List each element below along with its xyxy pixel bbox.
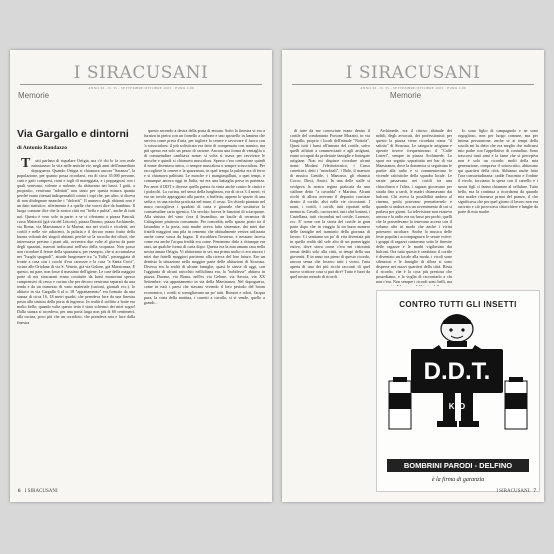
article-column-2 — [144, 128, 265, 488]
ad-slogan: CONTRO TUTTI GLI INSETTI — [399, 300, 517, 309]
left-page — [10, 50, 272, 502]
article-column-3 — [290, 128, 370, 488]
column-text: utti parlano di riqualare Ortigia, ma c'è chi lo fa con reale entusiasmo: la vita nelle antiche vie, negli anni dell'immediato dopoguerra. Quando Ortigia si chiamava ancora "Saranza", la popolazione, per quanto possa ricordarsi, era di circa 35.000 persone, cani e gatti compresi, rioni e togli di mareggiata, e i poppagnosi con i quali venivano, volente o nolente, da abitavano nei bassi. I gatti, a proposito, venivano "adottati" non tanto per questa misura quanto perché erano ritenuti indispensabili contro i topi che, per altro, si diceva di non disdegnare neanche i "dolcetti". Il numero degli abitanti non è un dato statistico: riferimento è a quelle che vorrei dire da bambino. Il luogo comune dice che la nostra città era "bella e pulita", anche di tutti noi. Questo è vero solo in parte: e se ci riferiamo a piazza Pancali, corso Matteotti (già via del Littorio), piazza Duomo, piazza Archimede, via Roma, via Maestranza e la Marina, ma nei vicoli e vicoletti, nei cortili e nelle vie adiacenti, la pulizia e il decoro erano frutto della buona volontà dei singoli abitanti perché so la raccolta dei rifiuti, che interessava persino i piani alti, avveniva due volte al giorno da parte degli spazzini, maestri indiscussi nell'uso della scopazza. Non posso non ricordare il fetore della spazzatura, per esempio, che si accumulava nei "luoghi spagnoli", attuale lungomare tra "a Tullu", passeggiata di fronte a casa con i cocchi d'era carrozze e la cosa "a Santa Croci", vicino alle Ortolane di via S. Veneto, già via Gelone, già Maestranza. E questo, mi pare, non fosse il massimo dell'igiene. Le case della maggior parte di noi siracusani erano costituite da bassi monovani spesso comprensivi di cesso e cucina che per decoro venivano separati da una tenda e da un tramezzo di vario materiale (cartoni, giornali ecc.). Io abitavo in via Gargallo 6 al n. 18 "appartamento" era formato da una stanza di circa 16, 18 metri quadri, che prendeva luce da una finestra posta alla sinistra della porta di ingresso. In realtà il soffitto a botte era molto bello; quando volte questo tetto è stato schermo dei miei sogni! Dalla stanza si accedeva, per una porta larga non più di 60 centimetri, alla cucina, poco più che un corridoio, che prendeva aria e luce dalla finestra — [17, 158, 135, 325]
folio-publication: I SIRACUSANI — [496, 489, 530, 494]
section-label: Memorie — [18, 91, 50, 100]
masthead-right — [282, 64, 544, 101]
product-can-left — [389, 377, 411, 429]
masthead-rule — [20, 84, 262, 85]
article-column-4 — [376, 128, 452, 286]
section-label: Memorie — [390, 91, 422, 100]
article-author: di Antonio Randazzo — [17, 145, 68, 151]
ad-tagline: è la firma di garanzia — [431, 477, 485, 483]
folio-right — [496, 489, 536, 494]
ad-brand: BOMBRINI PARODI - DELFINO — [387, 459, 529, 472]
magazine-title: I SIRACUSANI — [73, 63, 209, 83]
ad-illustration — [377, 311, 539, 461]
column-text: Io sono figlio di campagnolo e ne sono orgoglioso, non per luogo comune, ma per intima persuasione, anche se ai tempi della scuola mi fu detto che era meglio che indicassi mio padre con l'appellativo di contadino. Sono trascorsi tanti anni e la fame che si percepiva non è solo un ricordo: molti della mia generazione, compresa il sottoscritto, abitavano qui quartieri della città. Abbiamo anche fatto l'ora consuetudinaria: cadde l'incontro e l'ordine il rivolo, facciamo la spesa con il carrello e i nostri figli ci fanno chiamare al cellulare. Tutto bello, ma la continua a ricordarmi da quando mia madre ritornava prima del pranzo, il che significava che per quel giorno il lavoro non era arrivato e ciò provocava chiacchiere e lunghe da parte di mio madre. — [458, 128, 538, 214]
folio-left — [18, 489, 58, 494]
product-can-right — [505, 377, 527, 429]
ad-sublabel: KFD — [448, 402, 466, 411]
ad-label: D.D.T. — [423, 358, 491, 385]
ddt-advertisement — [376, 290, 540, 492]
mascot-figure — [411, 314, 503, 427]
magazine-title: I SIRACUSANI — [345, 63, 481, 83]
masthead-left — [10, 64, 272, 101]
article-column-1 — [17, 158, 135, 488]
column-text: di tutte da me conosciute erano dentro il cortile del condominio Portone Mazzini, in via Gargallo, proprio i locali dell'attuale "Nottola". Quasi tutti i bassi all'interno del cortile, salvo quelli affittati a commercianti e agli artigiani, erano occupati da proletarie famiglie e bottegaie artigiane. Non mi dispiace ricordare alcuni nomi: Modani l'elettrotecnico, i Cusso carrettieri, detti i "minchiali", i Balo, il maestro di musica Gentile, i Mancuso, gli ebanisti Cocco, Dieci, Amici. In una delle stalle si svolgeva la nostra regina praticata da una stallone detto "a cavadda" e Martina. Alcuni ricchi di allora avevano il deposito carrozze dentro il cortile, altri nelle vie circostanti. I nomi, i cortili, i cortili, tutti riportati nella memoria. Cavalli, carrozzieri, tutti altri lontani, i Castellana, tutti circondati nel cortile, Lorenzo, ecc. E' come con la storia del cortile in gran parte dopo che in viaggio la un buon numero delle famiglie nel tramonto della giornata di lavoro. Ci sentiamo un po' di vita diventata più in quella realtà dal sole alto di un pomeriggio estivo, dove stava come c'era nei ristoranti ormai dediti solo alla città, ai tempi della sua gioventù. E in anno ora pieno di questo ricordo, ancora senza che fossero tutti i vicini, l'aria aperta di uno dei più ricchi racconti di quel nuovo scrittore cosa si può dire? Tutto è fuori da quel nostro mondo di ricordi. — [290, 128, 370, 280]
drop-cap: T — [21, 158, 31, 171]
page-number: 6 — [18, 489, 21, 494]
column-text: Archimede, era il ritrovo abituale dei nobili, degli avvocati, dei professionisti; per questo la piazza viene ricordata come "il salotto" di Siracusa. Le categorie artigiane e operaie invece frequentavano il "Caffè Lisieri", sempre in piazza Archimede. Lo sport era seguito soprattutto nei bar di via Maestranza, dove la domenica si seguivano le partite alla radio e si commentavano le vicende calcistiche della squadra locale. Le serate passavano nei cortili tra una chiacchiera e l'altra, i ragazzi giocavano per strada fino a tardi, le madri chiamavano dai balconi. Chi aveva la possibilità andava al cinema, pochi potevano permetterselo e quando si andava era un avvenimento di cui si parlava per giorni. La televisione non esisteva ancora e la radio era un lusso per pochi; quelli che la possedevano la tenevano accesa con il volume alto in modo che anche i vicini potessero ascoltare. Anche la musica delle feste popolari accompagnava le serate estive: i gruppi di ragazzi cantavano sotto le finestre delle ragazze e le madri vigilavano dai balconi. Ora tutto questo è cambiato: il cortile è diventato un locale alla moda, i vicoli sono silenziosi e le famiglie di allora si sono disperse nei nuovi quartieri della città. Resta il ricordo, che è la cosa più preziosa che possediamo, e la voglia di raccontarlo a chi non c'era. Non sempre i ricordi sono belli, ma — [376, 128, 452, 285]
article-title: Via Gargallo e dintorni — [17, 128, 129, 140]
issue-line: ANNO XI - N. 55 - SETTEMBRE/OTTOBRE 2005 - EURO 2,00 — [88, 86, 194, 90]
right-page — [282, 50, 544, 502]
page-number: 7 — [533, 489, 536, 494]
column-text: questo secondo a destra della porta di entrata. Sotto la finestra vi era u furnizu in pietra con un fornello a carbone e uno spostello in lamiera che serviva come presa d'aria, per togliere la cenere e ravvivare il fuoco con 'a sciuscialoru: il più sofisticato era fatto di compensato con manico, ma più spesso era solo un pezzo di cartone. Ancora una forma di ventaglio o di consuetudine cambiava nome: si volta si usava per ravvivare le mosche e quindi si chiamava muscaloru. Spesso c'era confusione quindi il nome diventava unico, o sempre muscaloru o sempre sciuscialoru. Per raccogliere la cenere e la spazzatura, in quel tempo la paletta era di ferro e si chiamava palittuni. Le mosche e i mangiaspilluni, a quei tempi, e comunque ancora oggi in Italia, mi era una battaglia persa in partenza. Per aerei il DDT e diverse quella guerra fu vinta anche contro le cimici e i pidocchi. La cucina, nel senso della lunghezza, era di circa 3 4 metri; vi era un tavolo appoggiato alla parete, a buffetta, appena lo spazio di una sedia e, in una nicchia praticata nel muro, il cesso. Un chiodo piantato nel muro raccoglieva i quadrati di carta e giornale che sostituiva la consuetudine carta igienica. Un secchio faceva le funzioni di sciacquone. Alla sinistra del vano c'era il lavandino, un bacile di ceramica di Caltagirone piuttosto consumato. Per comodità, nello spazio posto tra il lavandino e la porta, mia madre aveva fatto sistemare, dai miei due fratelli maggiori una pila in cemento che abitualmente veniva utilizzata anche come vasca da bagno. Il riscaldava l'inverno, e nessuno faceva come era anche l'acqua fredda era come. Fenomeno dirlo a chiunque era anzi, un qualche forma di carta dopo. Questa era la mia umana casa nella nostra amata Ortigia. Vi abitavamo in sei, ma prima molto ci era ancora i miei due fratelli maggiori partirono alla ricerca del loro futuro. Ero un dentista la situazione nella maggior parte delle abitazioni di Siracusa. Diversa era la realtà di alcune famiglie, quasi le stesse di oggi, con l'aggiunta di alcuni arricchiti nell'ultima era, la "nobilesse" abitava in piazza Duomo, via Roma, nell'ex via Gelone, via Savoia, via XX Settembre, via appartamento in via della Maestranza. Nel dopoguerra, come in tutti i paesi che stavano vivendo il loro periodo del boom economico, i cortili si somigliavano un po' tutti. Rumori e odori, l'acqua pura, la carta della mattina, i carretti a cavallo, si si vende, quello a grandi... — [144, 128, 265, 305]
folio-publication: I SIRACUSANI — [24, 489, 58, 494]
masthead-rule — [292, 84, 534, 85]
issue-line: ANNO XI - N. 55 - SETTEMBRE/OTTOBRE 2005 - EURO 2,00 — [360, 86, 466, 90]
